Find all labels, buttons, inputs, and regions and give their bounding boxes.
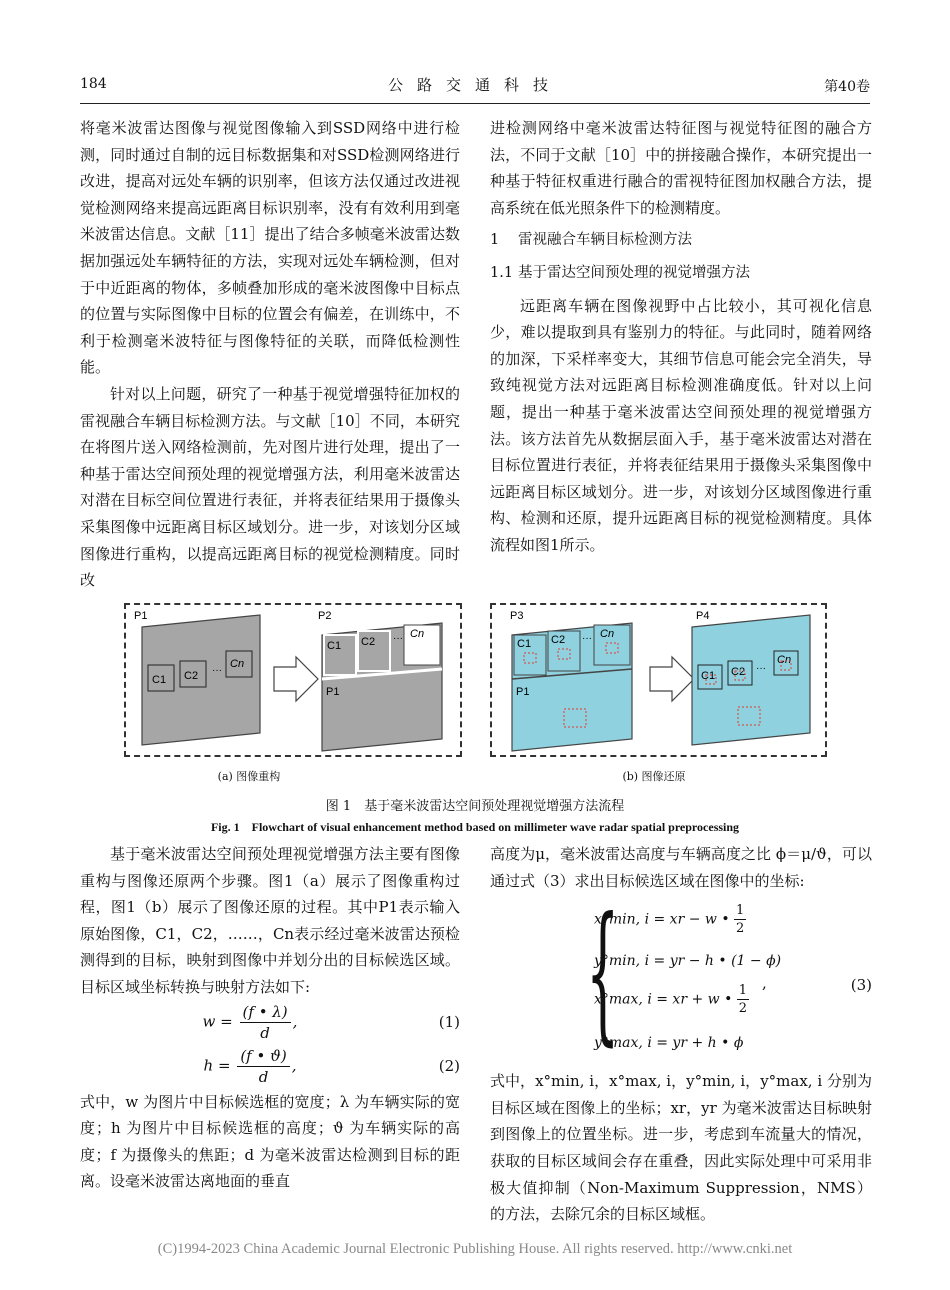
eq3-number: (3) [850,976,872,995]
figure-caption-cn: 图 1 基于毫米波雷达空间预处理视觉增强方法流程 [325,799,625,814]
paragraph: 高度为μ，毫米波雷达高度与车辆高度之比 ϕ＝μ/ϑ，可以通过式（3）求出目标候选区域在图像中的坐标: [490,845,872,890]
subsection-title: 基于雷达空间预处理的视觉增强方法 [518,264,750,281]
eq3-comma: , [762,974,767,993]
label-c1: C1 [701,670,716,682]
label-c2: C2 [184,670,199,682]
eq2-number: (2) [438,1057,460,1076]
figure-panel-b [490,603,827,757]
figure-caption-en: Fig. 1 Flowchart of visual enhancement method based on millimeter wave radar spatial preprocessing [210,820,740,834]
eq1-lhs: w = [202,1012,233,1031]
subsection-number: 1.1 [490,264,514,281]
paragraph: 远距离车辆在图像视野中占比较小，其可视化信息少，难以提取到具有鉴别力的特征。与此同时，随着网络的加深，下采样率变大，其细节信息可能会完全消失，导致纯视觉方法对远距离目标检测准确度低。针对以上问题，提出一种基于毫米波雷达空间预处理的视觉增强方法。该方法首先从数据层面入手，基于毫米波雷达对潜在目标位置进行表征，并将表征结果用于摄像头采集图像中远距离目标区域划分。进一步，对该划分区域图像进行重构、检测和还原，提升远距离目标的视觉检测精度。具体流程如图1所示。 [490,296,872,554]
ellipsis: ··· [756,663,766,674]
image-restoration-diagram [492,605,825,755]
label-c1: C1 [152,674,167,686]
half-denominator: 2 [738,1001,748,1017]
label-c2: C2 [731,666,746,678]
copyright-footer: (C)1994-2023 China Academic Journal Electronic Publishing House. All rights reserved. http://www.cnki.net [157,1241,793,1257]
right-column-top [490,115,872,559]
section-heading [490,227,872,254]
eq2-numerator: (f • ϑ) [237,1046,289,1067]
paragraph: 式中，x°min, i，x°max, i，y°min, i，y°max, i 分别为目标区域在图像上的坐标；xr，yr 为毫米波雷达目标映射到图像上的位置坐标。进一步，考虑到车流量大的情况，获取的目标区域间会存在重叠，因此实际处理中可采用非极大值抑制（Non-Maximum Suppression，NMS）的方法，去除冗余的目标区域框。 [490,1072,872,1224]
label-cn: Cn [600,628,615,640]
eq3-line-3 [594,982,749,1017]
label-p2: P2 [318,610,332,622]
eq2-lhs: h = [203,1056,231,1075]
label-p1: P1 [134,610,148,622]
image-reconstruction-diagram [126,605,460,755]
page-number: 184 [80,76,107,92]
left-brace: { [586,886,620,1061]
half-fraction [734,902,746,937]
ellipsis: ··· [582,633,592,644]
journal-title: 公路交通科技 [387,76,562,94]
eq2-denominator: d [258,1068,269,1087]
arrow-icon [274,657,318,701]
paragraph: 基于毫米波雷达空间预处理视觉增强方法主要有图像重构与图像还原两个步骤。图1（a）展示了图像重构过程，图1（b）展示了图像还原的过程。其中P1表示输入原始图像，C1，C2，……，Cn表示经过毫米波雷达预检测得到的目标，映射到图像中并划分出的目标候选区域。目标区域坐标转换与映射方法如下: [80,845,460,996]
label-c1: C1 [327,640,342,652]
left-column-top [80,115,460,594]
panel-b-caption: (b) 图像还原 [622,770,686,783]
eq1-fraction [240,1002,291,1043]
label-c2: C2 [361,636,376,648]
label-p1-region: P1 [326,686,340,698]
label-cn: Cn [230,658,245,670]
label-cn: Cn [410,628,425,640]
eq3-line-2: y°min, i = yr − h • (1 − ϕ) [594,953,782,970]
half-denominator: 2 [736,921,745,937]
paragraph: 式中，w 为图片中目标候选框的宽度；λ 为车辆实际的宽度；h 为图片中目标候选框的高度；ϑ 为车辆实际的高度；f 为摄像头的焦距；d 为毫米波雷达检测到目标的距离。设毫米波雷达离地面的垂直 [80,1092,460,1191]
panel-a-caption: (a) 图像重构 [217,770,281,783]
paragraph: 进检测网络中毫米波雷达特征图与视觉特征图的融合方法，不同于文献［10］中的拼接融合操作，本研究提出一种基于特征权重进行融合的雷视特征图加权融合方法，提高系统在低光照条件下的检测精度。 [490,119,872,217]
volume-label: 第40卷 [824,79,870,95]
section-number: 1 [490,232,500,249]
label-c2: C2 [551,634,566,646]
eq3-line-3-text: x°max, i = xr + w • [594,991,733,1008]
half-numerator: 1 [738,983,748,999]
label-c1: C1 [517,638,532,650]
label-cn: Cn [777,654,792,666]
section-title: 雷视融合车辆目标检测方法 [518,232,692,249]
equation-3 [490,886,872,1064]
eq3-line-1-text: x°min, i = xr − w • [594,911,730,928]
eq1-number: (1) [438,1013,460,1032]
left-column-bottom [80,841,460,1195]
label-p3: P3 [510,610,524,622]
equation-1 [80,1001,460,1045]
paragraph: 针对以上问题，研究了一种基于视觉增强特征加权的雷视融合车辆目标检测方法。与文献［10］不同，本研究在将图片送入网络检测前，先对图片进行处理，提出了一种基于雷达空间预处理的视觉增强方法，利用毫米波雷达对潜在目标空间位置进行表征，并将表征结果用于摄像头采集图像中远距离目标区域划分。进一步，对该划分区域图像进行重构，以提高远距离目标的视觉检测精度。同时改 [80,384,460,590]
eq1-numerator: (f • λ) [240,1002,291,1023]
label-p4: P4 [696,610,710,622]
ellipsis: ··· [393,633,403,644]
subsection-heading [490,260,872,287]
eq1-tail: , [292,1012,298,1031]
eq3-line-4: y°max, i = yr + h • ϕ [594,1035,744,1052]
header-rule [80,103,870,104]
eq1-denominator: d [260,1024,270,1043]
figure-panel-a [124,603,462,757]
eq3-line-1 [594,902,746,937]
arrow-icon [650,657,694,701]
right-column-bottom [490,841,872,1228]
eq2-fraction [237,1046,289,1087]
half-numerator: 1 [736,903,745,919]
half-fraction [737,982,749,1017]
equation-2 [80,1045,460,1089]
ellipsis: ··· [212,665,222,676]
paragraph: 将毫米波雷达图像与视觉图像输入到SSD网络中进行检测，同时通过自制的远目标数据集和对SSD检测网络进行改进，提高对远处车辆的识别率，但该方法仅通过改进视觉检测网络来提高远距离目标识别率，没有有效利用到毫米波雷达信息。文献［11］提出了结合多帧毫米波雷达数据加强远处车辆特征的方法，实现对远处车辆检测，但对于中近距离的物体，多帧叠加形成的毫米波图像中目标点的位置与实际图像中目标的位置会有偏差，在训练中，不利于检测毫米波特征与图像特征的关联，而降低检测性能。 [80,119,460,377]
page-header [80,74,870,100]
eq2-tail: , [291,1056,297,1075]
label-p1: P1 [516,686,530,698]
